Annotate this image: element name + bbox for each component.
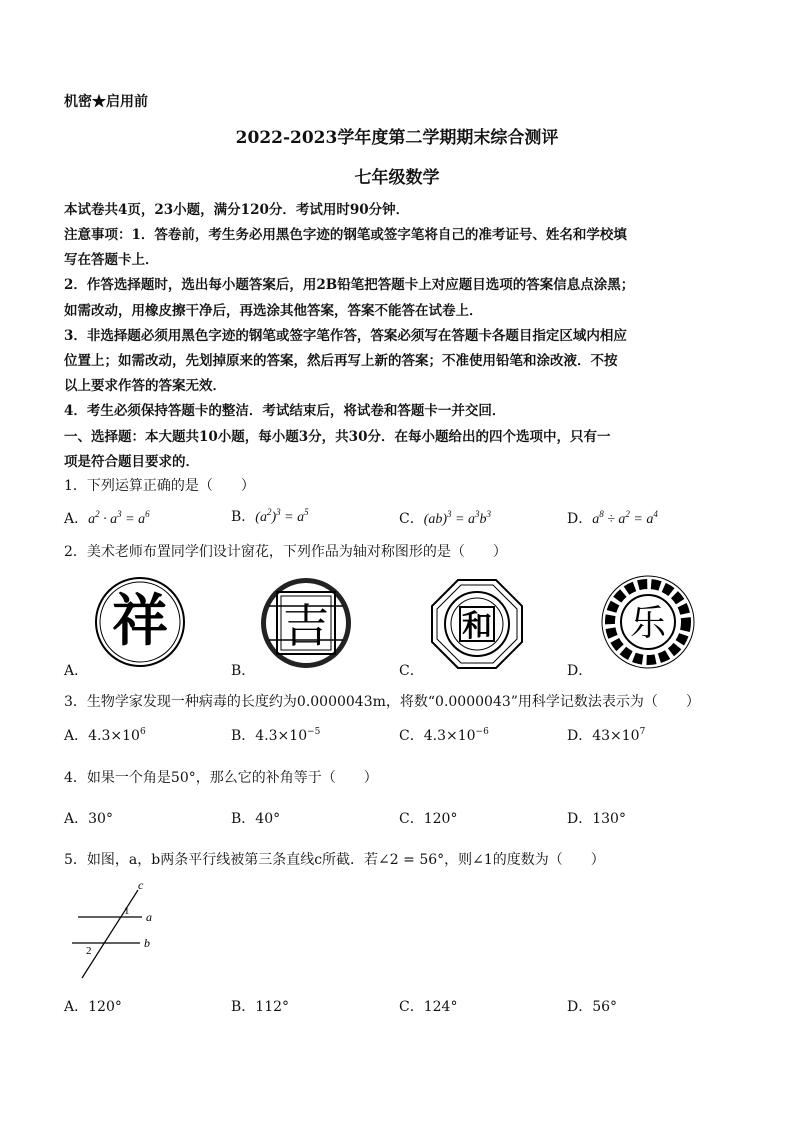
question-stem: 2．美术老师布置同学们设计窗花，下列作品为轴对称图形的是（ ）: [64, 544, 507, 560]
label-angle1: 1: [124, 905, 130, 917]
option-b: B．40°: [231, 811, 281, 827]
option-d: D．56°: [567, 999, 618, 1015]
label-a: a: [146, 910, 152, 924]
option-a: A．30°: [64, 811, 113, 827]
char-c: 和: [462, 609, 492, 644]
option-a: A．120°: [64, 999, 122, 1015]
option-d: D．$43\times 10^7$: [567, 727, 646, 744]
parallel-lines-figure: [66, 880, 166, 980]
note-line: 如需改动，用橡皮擦干净后，再选涂其他答案，答案不能答在试卷上．: [64, 303, 483, 319]
question-stem: 4．如果一个角是50°，那么它的补角等于（ ）: [64, 770, 378, 786]
exam-title: 2022-2023学年度第二学期期末综合测评: [235, 128, 559, 148]
option-d: D．: [567, 663, 593, 679]
option-b: B．: [231, 663, 256, 679]
option-b: B．$4.3\times 10^{-5}$: [231, 727, 321, 744]
option-a: A．$a^2 \cdot a^3 = a^6$: [64, 509, 150, 527]
option-d: D．$a^8 \div a^2 = a^4$: [567, 509, 658, 527]
char-a: 祥: [112, 589, 168, 654]
char-b: 吉: [283, 599, 329, 653]
question-stem: 1．下列运算正确的是（ ）: [64, 478, 255, 494]
window-flower-c: [430, 578, 524, 670]
note-line: 3．非选择题必须用黑色字迹的钢笔或签字笔作答，答案必须写在答题卡各题目指定区域内相应: [64, 328, 627, 344]
option-a: A．: [64, 663, 89, 679]
note-line: 注意事项：1．答卷前，考生务必用黑色字迹的钢笔或签字笔将自己的准考证号、姓名和学校填: [64, 227, 627, 243]
note-line: 写在答题卡上．: [64, 252, 159, 268]
option-c: C．124°: [399, 999, 458, 1015]
option-d: D．130°: [567, 811, 626, 827]
secret-label: 机密★启用前: [64, 94, 148, 110]
section-heading: 项是符合题目要求的．: [64, 454, 199, 470]
label-b: b: [144, 936, 150, 950]
window-flower-a: [94, 576, 186, 668]
option-c: C．$4.3\times 10^{-6}$: [399, 727, 489, 744]
note-line: 位置上；如需改动，先划掉原来的答案，然后再写上新的答案；不准使用铅笔和涂改液．不按: [64, 353, 618, 369]
window-flower-b: [259, 576, 353, 670]
option-c: C．$(ab)^3 = a^3b^3$: [399, 509, 491, 527]
option-c: C．: [399, 663, 424, 679]
label-angle2: 2: [86, 945, 92, 957]
char-d: 乐: [629, 603, 667, 644]
note-line: 4．考生必须保持答题卡的整洁．考试结束后，将试卷和答题卡一并交回．: [64, 403, 506, 419]
note-line: 2．作答选择题时，选出每小题答案后，用2B铅笔把答题卡上对应题目选项的答案信息点涂黑；: [64, 277, 635, 293]
option-b: B．112°: [231, 999, 290, 1015]
intro-line: 本试卷共4页，23小题，满分120分．考试用时90分钟．: [64, 202, 410, 218]
question-stem: 5．如图，a，b两条平行线被第三条直线c所截．若∠2 = 56°，则∠1的度数为（ ）: [64, 852, 605, 868]
option-b: B．$(a^2)^3 = a^5$: [231, 507, 309, 525]
label-c: c: [138, 880, 144, 892]
option-c: C．120°: [399, 811, 458, 827]
subject-title: 七年级数学: [354, 168, 440, 188]
option-a: A．$4.3\times 10^6$: [64, 727, 146, 744]
section-heading: 一、选择题：本大题共10小题，每小题3分，共30分．在每小题给出的四个选项中，只有一: [64, 429, 611, 445]
window-flower-d: [600, 574, 696, 670]
note-line: 以上要求作答的答案无效．: [64, 378, 226, 394]
question-stem: 3．生物学家发现一种病毒的长度约为0.0000043m，将数“0.0000043”用科学记数法表示为（ ）: [64, 694, 700, 710]
